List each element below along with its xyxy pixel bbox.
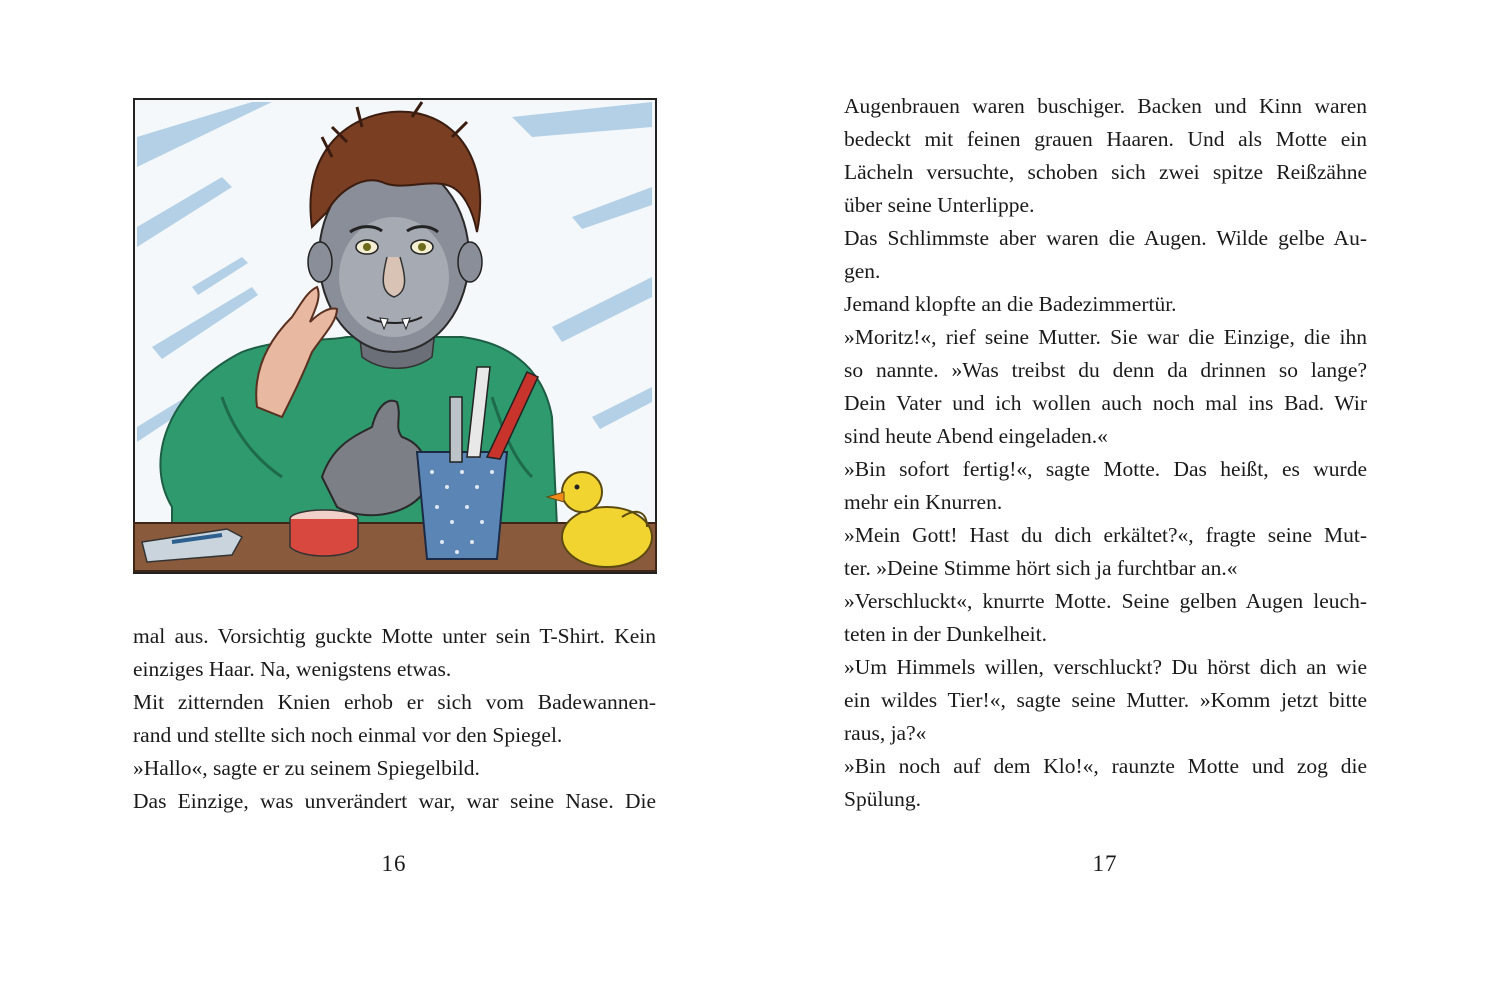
text-line: mal aus. Vorsichtig guckte Motte unter sein T-Shirt. Kein [133,624,656,648]
text-line: »Bin sofort fertig!«, sagte Motte. Das heißt, es wurde [844,457,1367,481]
text-line: »Bin noch auf dem Klo!«, raunzte Motte und zog die [844,754,1367,778]
left-page-text [133,620,656,818]
text-line: gen. [844,259,881,283]
mirror-illustration [132,97,658,575]
right-page [750,0,1500,997]
text-line: teten in der Dunkelheit. [844,622,1047,646]
text-line: Spülung. [844,787,922,811]
text-line: raus, ja?« [844,721,927,745]
text-line: so nannte. »Was treibst du denn da drinnen so lange? [844,358,1367,382]
text-line: Augenbrauen waren buschiger. Backen und Kinn waren [844,94,1367,118]
text-line: »Mein Gott! Hast du dich erkältet?«, fragte seine Mut- [844,523,1367,547]
text-line: Mit zitternden Knien erhob er sich vom Badewannen- [133,690,656,714]
text-line: Lächeln versuchte, schoben sich zwei spitze Reißzähne [844,160,1367,184]
text-line: mehr ein Knurren. [844,490,1003,514]
text-line: rand und stellte sich noch einmal vor den Spiegel. [133,723,563,747]
text-line: ein wildes Tier!«, sagte seine Mutter. »Komm jetzt bitte [844,688,1367,712]
text-line: Dein Vater und ich wollen auch noch mal ins Bad. Wir [844,391,1367,415]
text-line: »Moritz!«, rief seine Mutter. Sie war die Einzige, die ihn [844,325,1367,349]
text-line: sind heute Abend eingeladen.« [844,424,1108,448]
text-line: »Um Himmels willen, verschluckt? Du hörst dich an wie [844,655,1367,679]
text-line: bedeckt mit feinen grauen Haaren. Und als Motte ein [844,127,1367,151]
text-line: »Verschluckt«, knurrte Motte. Seine gelben Augen leuch- [844,589,1367,613]
text-line: über seine Unterlippe. [844,193,1035,217]
page-number: 17 [1092,851,1118,876]
text-line: Das Schlimmste aber waren die Augen. Wilde gelbe Au- [844,226,1367,250]
text-line: Jemand klopfte an die Badezimmertür. [844,292,1177,316]
text-line: einziges Haar. Na, wenigstens etwas. [133,657,452,681]
text-line: Das Einzige, was unverändert war, war seine Nase. Die [133,789,656,813]
right-page-text [844,90,1367,816]
page-number: 16 [381,851,407,876]
text-line: »Hallo«, sagte er zu seinem Spiegelbild. [133,756,480,780]
text-line: ter. »Deine Stimme hört sich ja furchtbar an.« [844,556,1238,580]
